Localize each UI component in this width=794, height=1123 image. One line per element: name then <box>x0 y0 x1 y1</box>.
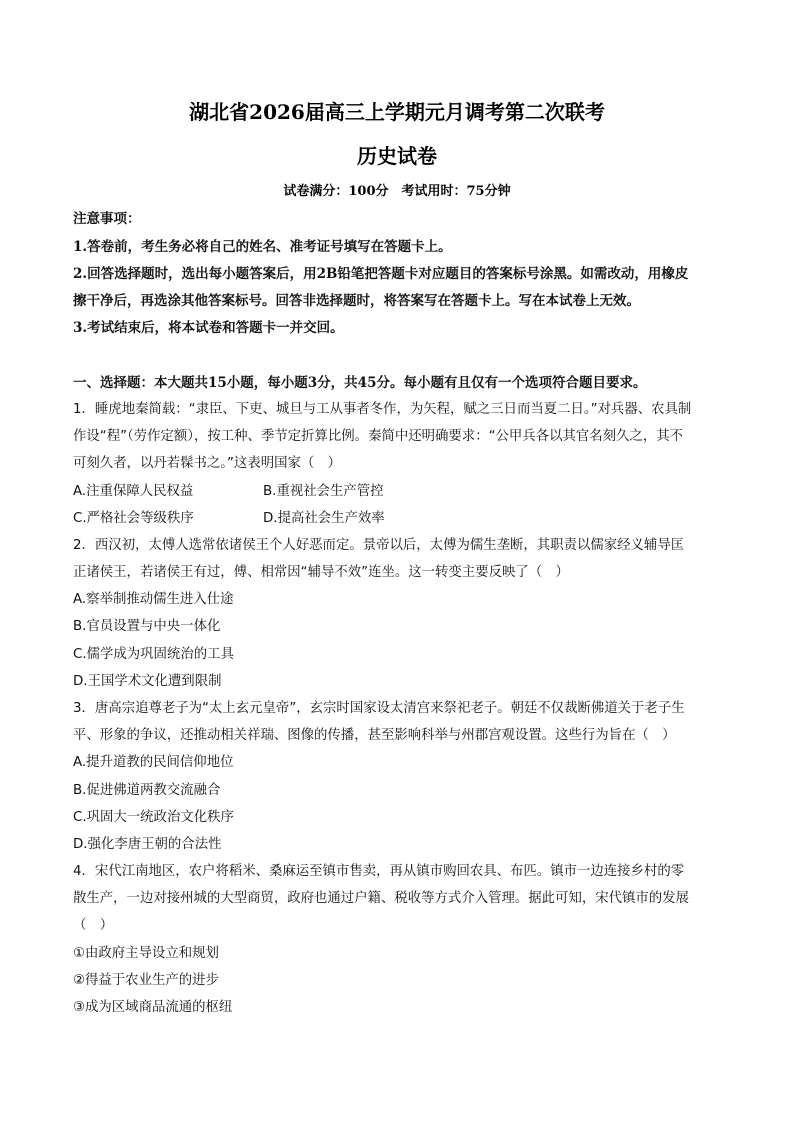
statement-item: ①由政府主导设立和规划 <box>73 946 219 961</box>
statement-item: ②得益于农业生产的进步 <box>73 973 219 988</box>
notice-line: 1.答卷前，考生务必将自己的姓名、准考证号填写在答题卡上。 <box>73 239 452 255</box>
option-a: A.察举制推动儒生进入仕途 <box>73 592 234 607</box>
option-b: B.官员设置与中央一体化 <box>73 619 221 634</box>
option-b: B.促进佛道两教交流融合 <box>73 783 221 798</box>
option-a: A.提升道教的民间信仰地位 <box>73 755 234 770</box>
question-3-text: 平、形象的争议，还推动相关祥瑞、图像的传播，甚至影响科举与州郡宫观设置。这些行为旨在（ ） <box>73 728 676 743</box>
notice-line: 擦干净后，再选涂其他答案标号。回答非选择题时，将答案写在答题卡上。写在本试卷上无效。 <box>73 293 640 309</box>
notice-line: 2.回答选择题时，选出每小题答案后，用2B铅笔把答题卡对应题目的答案标号涂黑。如需改动，用橡皮 <box>73 266 689 282</box>
option-b: B.重视社会生产管控 <box>263 484 384 499</box>
statement-item: ③成为区域商品流通的枢纽 <box>73 1000 233 1015</box>
question-2-text: 2．西汉初，太傅人选常依诸侯王个人好恶而定。景帝以后，太傅为儒生垄断，其职责以儒家经义辅导匡 <box>73 538 685 553</box>
option-c: C.儒学成为巩固统治的工具 <box>73 647 234 662</box>
option-d: D.王国学术文化遭到限制 <box>73 674 222 689</box>
exam-info: 试卷满分：100分 考试用时：75分钟 <box>283 184 511 199</box>
question-4-text: 散生产，一边对接州城的大型商贸，政府也通过户籍、税收等方式介入管理。据此可知，宋代镇市的发展 <box>73 891 689 906</box>
option-c: C.巩固大一统政治文化秩序 <box>73 810 234 825</box>
section-heading: 一、选择题：本大题共15小题，每小题3分，共45分。每小题有且仅有一个选项符合题目要求。 <box>73 375 647 391</box>
option-d: D.强化李唐王朝的合法性 <box>73 837 222 852</box>
question-1-text: 1．睡虎地秦简载：“隶臣、下吏、城旦与工从事者冬作，为矢程，赋之三日而当夏二日。”对兵器、农具制 <box>73 402 692 417</box>
option-c: C.严格社会等级秩序 <box>73 511 194 526</box>
notice-line: 3.考试结束后，将本试卷和答题卡一并交回。 <box>73 320 344 336</box>
question-3-text: 3．唐高宗追尊老子为“太上玄元皇帝”，玄宗时国家设太清宫来祭祀老子。朝廷不仅裁断佛道关于老子生 <box>73 701 685 716</box>
notice-heading: 注意事项： <box>73 211 141 227</box>
question-1-text: 作设“程”（劳作定额），按工种、季节定折算比例。秦简中还明确要求：“公甲兵各以其官名刻久之，其不 <box>73 429 683 444</box>
option-d: D.提高社会生产效率 <box>263 511 385 526</box>
option-a: A.注重保障人民权益 <box>73 484 194 499</box>
exam-title: 湖北省2026届高三上学期元月调考第二次联考 <box>189 100 605 124</box>
question-4-text: （ ） <box>73 918 114 933</box>
question-2-text: 正诸侯王，若诸侯王有过，傅、相常因“辅导不效”连坐。这一转变主要反映了（ ） <box>73 565 569 580</box>
question-1-text: 可刻久者，以丹若髹书之。”这表明国家（ ） <box>73 456 342 471</box>
exam-subtitle: 历史试卷 <box>357 144 437 168</box>
question-4-text: 4．宋代江南地区，农户将稻米、桑麻运至镇市售卖，再从镇市购回农具、布匹。镇市一边连接乡村的零 <box>73 864 685 879</box>
